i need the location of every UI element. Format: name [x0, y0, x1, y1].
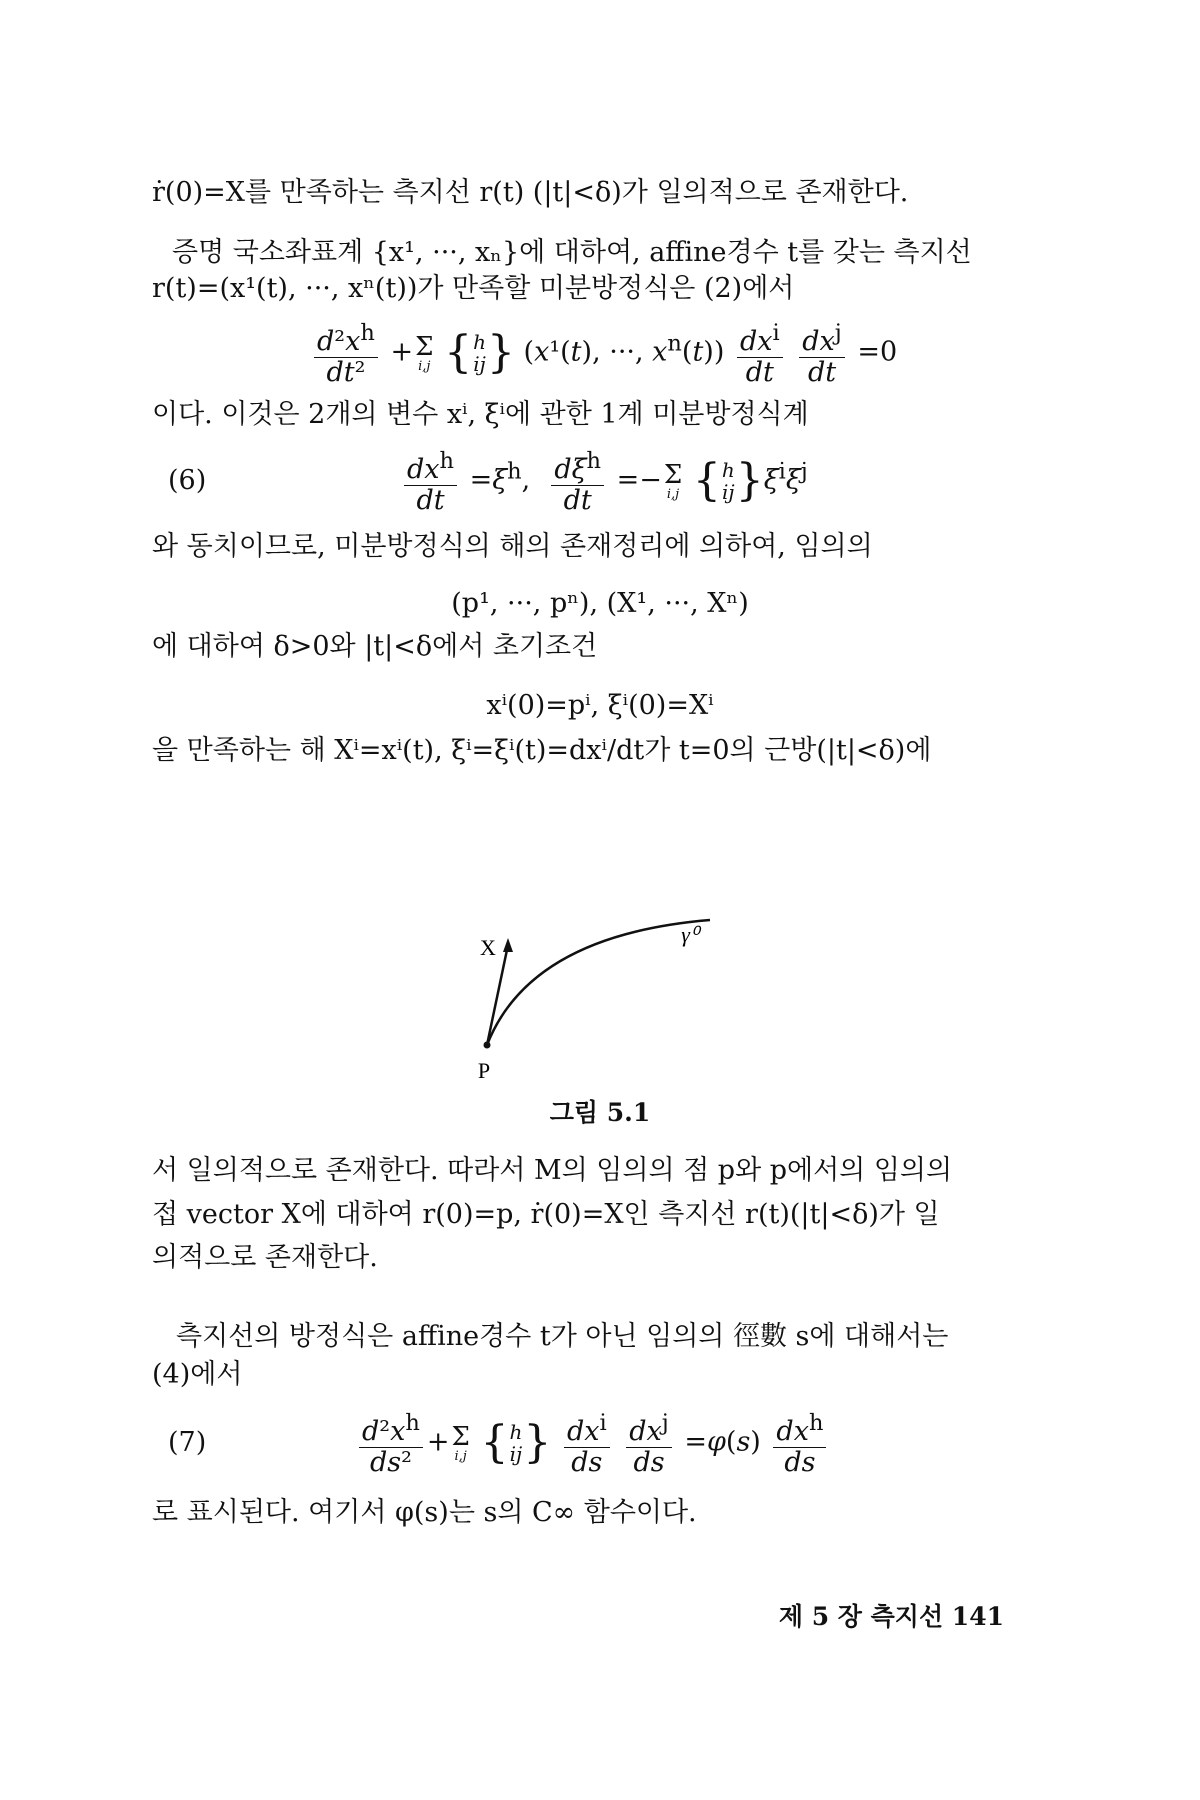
- text-line-12: 의적으로 존재한다.: [152, 1242, 378, 1273]
- text-line-11: 접 vector X에 대하여 r(0)=p, ṙ(0)=X인 측지선 r(t)(|t|<δ)가 일: [152, 1199, 940, 1230]
- text-line-10: 서 일의적으로 존재한다. 따라서 M의 임의의 점 p와 p에서의 임의의: [152, 1155, 953, 1186]
- equation-number-6: (6): [168, 465, 207, 496]
- label-p: P: [477, 1058, 491, 1080]
- page-footer: 제 5 장 측지선 141: [778, 1602, 1004, 1631]
- text-line-5: 와 동치이므로, 미분방정식의 해의 존재정리에 의하여, 임의의: [152, 531, 873, 562]
- figure-geodesic: [440, 900, 760, 1080]
- formula-line-8: xⁱ(0)=pⁱ, ξⁱ(0)=Xⁱ: [486, 690, 714, 721]
- text-line-14: (4)에서: [152, 1359, 243, 1390]
- equation-number-7: (7): [168, 1427, 207, 1458]
- text-line-9: 을 만족하는 해 Xⁱ=xⁱ(t), ξⁱ=ξⁱ(t)=dxⁱ/dt가 t=0의 근방(|t|<δ)에: [152, 735, 932, 766]
- text-line-15: 로 표시된다. 여기서 φ(s)는 s의 C∞ 함수이다.: [152, 1497, 697, 1528]
- label-gamma: γ⁰: [681, 922, 699, 947]
- label-x: X: [480, 935, 496, 960]
- text-line-13: 측지선의 방정식은 affine경수 t가 아닌 임의의 徑數 s에 대해서는: [176, 1321, 949, 1352]
- figure-caption: 그림 5.1: [549, 1098, 651, 1127]
- proof-line: 증명 국소좌표계 {x¹, ···, xₙ}에 대하여, affine경수 t를 갖는 측지선: [172, 237, 972, 268]
- equation-7: $\frac{d^2x^h}{\text{ds²}}$ + Σ i,j { h ij } $\frac{dx^i}{ds}$ $\frac{dx^j}{ds}$ =φ(s) $\frac{dx^h}{ds}$: [355, 1408, 830, 1478]
- text-line-4: 이다. 이것은 2개의 변수 xⁱ, ξⁱ에 관한 1계 미분방정식계: [152, 399, 809, 430]
- text-line-1: ṙ(0)=X를 만족하는 측지선 r(t) (|t|<δ)가 일의적으로 존재한다.: [152, 177, 909, 208]
- text-line-7: 에 대하여 δ>0와 |t|<δ에서 초기조건: [152, 631, 598, 662]
- formula-line-6: (p¹, ···, pⁿ), (X¹, ···, Xⁿ): [451, 588, 749, 619]
- equation-6: $\frac{dx^h}{dt}$ $=\xi^h$, $\frac{d\xi^h}{dt}$ =− Σ i,j { h ij } $\xi^i\xi^j$: [400, 446, 808, 516]
- point-p: [484, 1042, 491, 1049]
- geodesic-curve: [487, 920, 710, 1045]
- geodesic-equation: $\frac{d^2x^h}{\text{dt²}}$ + Σ i,j { h ij } (x¹(t), ···, $x^n(t)$) $\frac{dx^i}{dt}$ $\frac{dx^j}{dt}$ =0: [310, 318, 897, 388]
- text-line-3: r(t)=(x¹(t), ···, xⁿ(t))가 만족할 미분방정식은 (2)에서: [152, 273, 795, 304]
- vector-arrowhead: [503, 938, 513, 952]
- tangent-vector: [487, 945, 508, 1045]
